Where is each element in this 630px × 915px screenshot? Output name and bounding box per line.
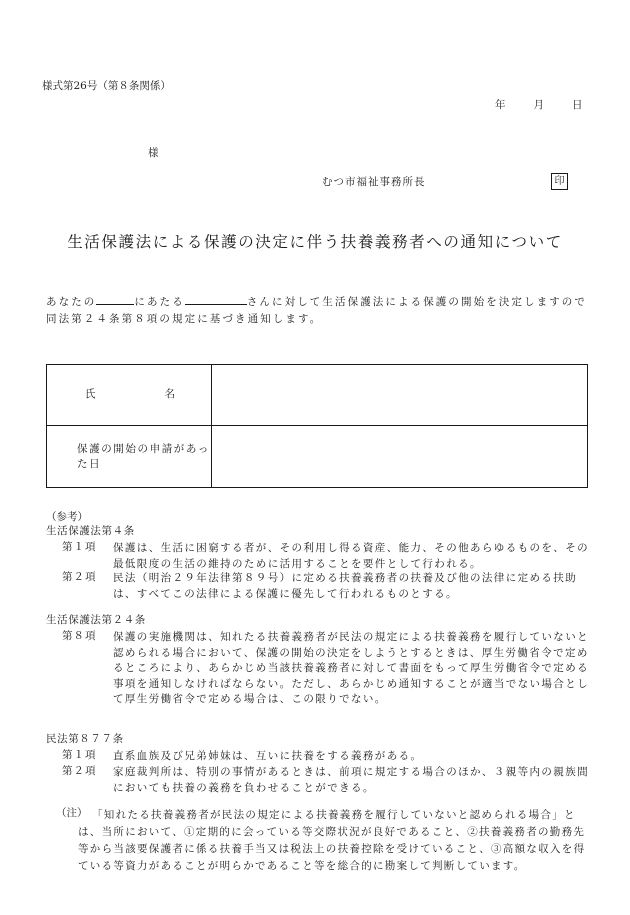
date-line: [495, 99, 583, 112]
intro-part-2: にあたる: [134, 296, 185, 308]
table-row-name: [47, 365, 588, 426]
clause-number: 第２項: [62, 571, 97, 583]
addressee-suffix: 様: [148, 147, 159, 159]
date-label-cell: [47, 426, 212, 488]
date-month-label: 月: [533, 99, 544, 111]
form-number: 様式第26号（第８条関係）: [42, 80, 171, 92]
clause-number: 第１項: [62, 541, 97, 553]
intro-paragraph: [46, 294, 594, 328]
law-title: 生活保護法第４条: [46, 525, 135, 537]
document-title: 生活保護法による保護の決定に伴う扶養義務者への通知について: [67, 233, 563, 251]
clause-text: 直系血族及び兄弟姉妹は、互いに扶養をする義務がある。: [113, 750, 423, 762]
info-table: [46, 364, 588, 488]
sender-name: むつ市福祉事務所長: [322, 176, 426, 188]
intro-part-1: あなたの: [46, 296, 97, 308]
name-label-cell: [47, 365, 212, 426]
application-date-label: 保護の開始の申請があった日: [77, 442, 210, 470]
date-day-label: 日: [572, 99, 583, 111]
application-date-value-cell[interactable]: [212, 426, 588, 488]
clause-text: 家庭裁判所は、特別の事情があるときは、前項に規定する場合のほか、３親等内の親族間においても扶養の義務を負わせることができる。: [113, 766, 589, 794]
table-row-application-date: [47, 426, 588, 488]
person-name-blank: [185, 294, 247, 305]
name-label-2: 名: [164, 388, 176, 401]
clause-number: 第８項: [62, 630, 97, 642]
name-value-cell[interactable]: [212, 365, 588, 426]
date-year-label: 年: [495, 99, 506, 111]
clause-number: 第２項: [62, 765, 97, 777]
seal-stamp: 印: [551, 173, 568, 190]
note-text: 「知れたる扶養義務者が民法の規定による扶養義務を履行していないと認められる場合」とは、当所において、①定期的に会っている等交際状況が良好であること、②扶養義務者の勤務先等から当該要保護者に係る扶養手当又は税法上の扶養控除を受けていること、③高額な収入を得ている等資力があることが明らかであること等を総合的に勘案して判断しています。: [78, 809, 586, 872]
clause-number: 第１項: [62, 749, 97, 761]
intro-part-3: さんに対して生活保護法による保護の開始を決定しますので同法第２４条第８項の規定に基づき通知します。: [46, 296, 588, 325]
reference-heading: （参考）: [46, 511, 88, 523]
note-mark: （注）: [56, 807, 88, 819]
clause-text: 保護は、生活に困窮する者が、その利用し得る資産、能力、その他あらゆるものを、その最低限度の生活の維持のために活用することを要件として行われる。: [113, 542, 589, 570]
clause-text: 保護の実施機関は、知れたる扶養義務者が民法の規定による扶養義務を履行していないと認められる場合において、保護の開始の決定をしようとするときは、厚生労働省令で定めるところにより、あらかじめ当該扶養義務者に対して書面をもって厚生労働省令で定める事項を通知しなければならない。ただし、あらかじめ通知することが適当でない場合として厚生労働省令で定める場合は、この限りでない。: [113, 631, 589, 705]
law-title: 生活保護法第２４条: [46, 614, 146, 626]
relationship-blank: [96, 294, 134, 305]
law-title: 民法第８７７条: [46, 733, 124, 745]
clause-text: 民法（明治２９年法律第８９号）に定める扶養義務者の扶養及び他の法律に定める扶助は、すべてこの法律による保護に優先して行われるものとする。: [113, 572, 578, 600]
name-label-1: 氏: [85, 388, 97, 401]
